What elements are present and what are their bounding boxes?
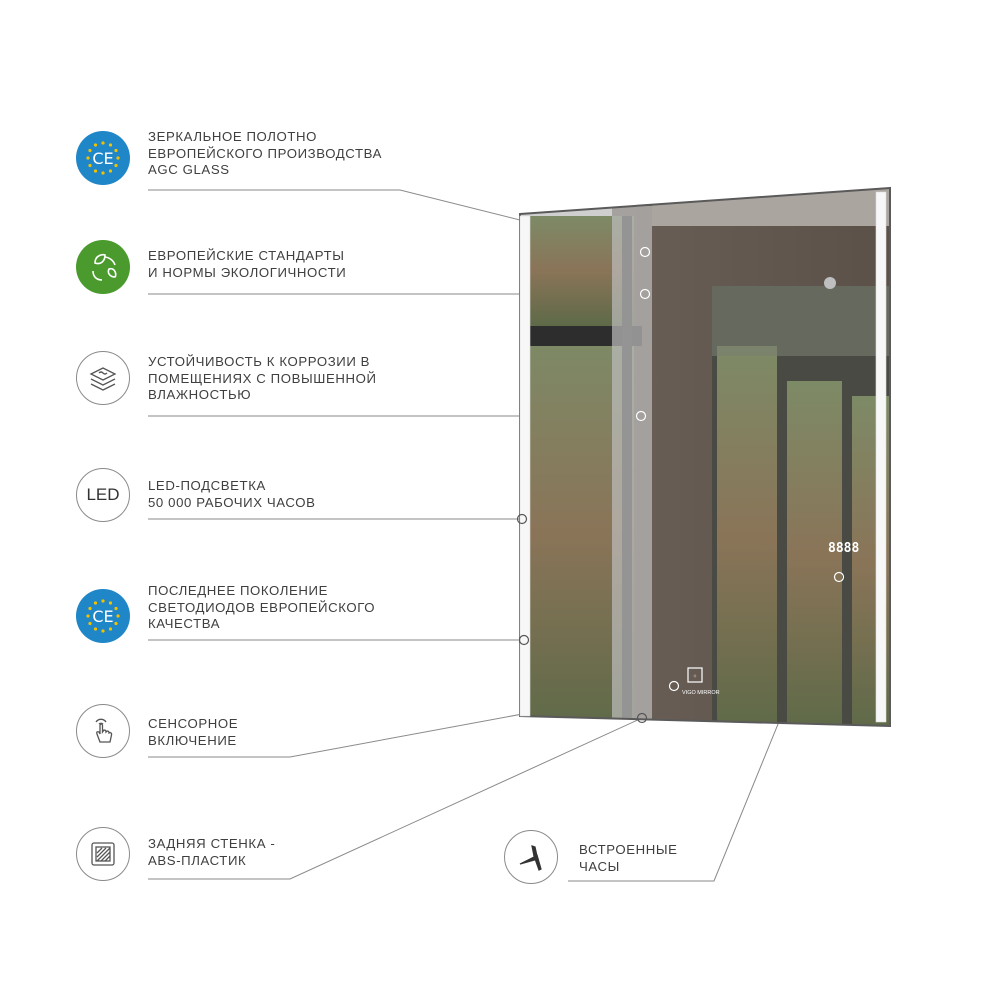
feature-sensor xyxy=(76,704,130,758)
feature-label-diodes: ПОСЛЕДНЕЕ ПОКОЛЕНИЕ СВЕТОДИОДОВ ЕВРОПЕЙСКОГО КАЧЕСТВА xyxy=(148,583,376,631)
mirror-clock-display: 8888 xyxy=(828,541,860,556)
feature-eco xyxy=(76,240,130,294)
eco-leaves-icon xyxy=(76,240,130,294)
touch-hand-icon xyxy=(76,704,130,758)
feature-label-agc-glass: ЗЕРКАЛЬНОЕ ПОЛОТНО ЕВРОПЕЙСКОГО ПРОИЗВОДСТВА AGC GLASS xyxy=(148,129,382,177)
mirror-brand: VIGO MIRROR xyxy=(682,690,720,696)
feature-diodes xyxy=(76,589,130,643)
feature-label-abs: ЗАДНЯЯ СТЕНКА - ABS-ПЛАСТИК xyxy=(148,836,276,868)
feature-abs xyxy=(76,827,130,881)
feature-clock xyxy=(504,830,558,884)
svg-text:CE: CE xyxy=(92,149,114,168)
feature-label-eco: ЕВРОПЕЙСКИЕ СТАНДАРТЫ И НОРМЫ ЭКОЛОГИЧНОСТИ xyxy=(148,248,347,280)
svg-text:CE: CE xyxy=(92,607,114,626)
feature-label-led: LED-ПОДСВЕТКА 50 000 РАБОЧИХ ЧАСОВ xyxy=(148,478,316,510)
feature-label-clock: ВСТРОЕННЫЕ ЧАСЫ xyxy=(579,842,678,874)
ce-mark-icon xyxy=(76,589,130,643)
clock-hands-icon xyxy=(504,830,558,884)
feature-led xyxy=(76,468,130,522)
svg-text:◦: ◦ xyxy=(692,672,698,681)
led-text-icon: LED xyxy=(76,468,130,522)
back-panel-icon xyxy=(76,827,130,881)
feature-label-corrosion: УСТОЙЧИВОСТЬ К КОРРОЗИИ В ПОМЕЩЕНИЯХ С ПОВЫШЕННОЙ ВЛАЖНОСТЬЮ xyxy=(148,354,377,402)
feature-label-sensor: СЕНСОРНОЕ ВКЛЮЧЕНИЕ xyxy=(148,716,239,748)
feature-corrosion xyxy=(76,351,130,405)
layers-moisture-icon xyxy=(76,351,130,405)
feature-agc-glass xyxy=(76,131,130,185)
ce-mark-icon xyxy=(76,131,130,185)
